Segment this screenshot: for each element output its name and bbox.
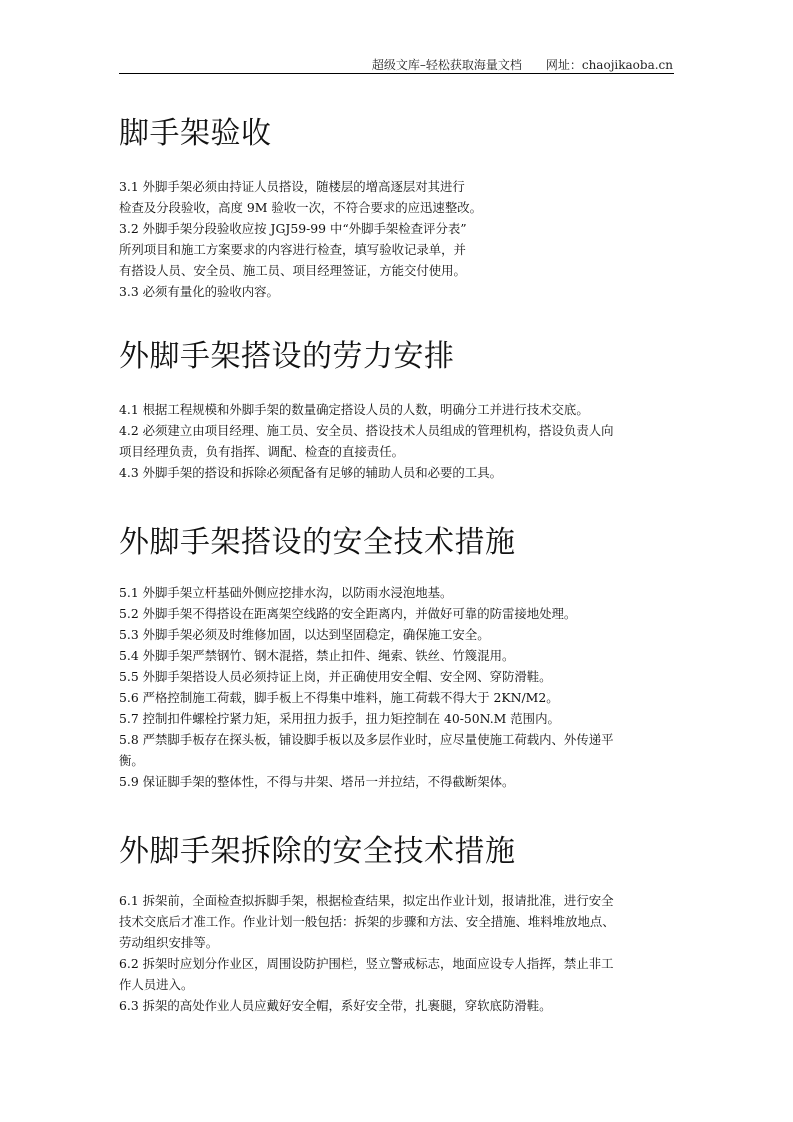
section-title: 外脚手架搭设的安全技术措施 bbox=[119, 525, 516, 560]
header-url-text: 网址：chaojikaoba.cn bbox=[545, 58, 673, 72]
section-body bbox=[119, 582, 679, 792]
text-line: 所列项目和施工方案要求的内容进行检查，填写验收记录单，并 bbox=[119, 242, 466, 257]
text-line: 3.2 外脚手架分段验收应按 JGJ59-99 中“外脚手架检查评分表” bbox=[119, 221, 467, 236]
text-line: 4.1 根据工程规模和外脚手架的数量确定搭设人员的人数，明确分工并进行技术交底。 bbox=[119, 402, 589, 417]
section-body bbox=[119, 176, 679, 302]
header-site-text: 超级文库–轻松获取海量文档 bbox=[371, 58, 522, 72]
section-erection-safety bbox=[119, 523, 679, 792]
text-line: 5.9 保证脚手架的整体性，不得与井架、塔吊一并拉结，不得截断架体。 bbox=[119, 774, 515, 789]
text-line: 衡。 bbox=[119, 753, 144, 768]
text-line: 5.4 外脚手架严禁钢竹、钢木混搭，禁止扣件、绳索、铁丝、竹篾混用。 bbox=[119, 648, 515, 663]
text-line: 项目经理负责，负有指挥、调配、检查的直接责任。 bbox=[119, 444, 404, 459]
text-line: 5.8 严禁脚手板存在探头板，铺设脚手板以及多层作业时，应尽量使施工荷载内、外传递平 bbox=[119, 732, 614, 747]
section-title: 外脚手架搭设的劳力安排 bbox=[119, 339, 455, 374]
section-body bbox=[119, 399, 679, 483]
text-line: 5.2 外脚手架不得搭设在距离架空线路的安全距离内，并做好可靠的防雷接地处理。 bbox=[119, 606, 577, 621]
text-line: 6.2 拆架时应划分作业区，周围设防护围栏，竖立警戒标志，地面应设专人指挥，禁止非工 bbox=[119, 956, 614, 971]
text-line: 检查及分段验收，高度 9M 验收一次，不符合要求的应迅速整改。 bbox=[119, 200, 482, 215]
section-acceptance bbox=[119, 114, 679, 302]
section-body bbox=[119, 890, 679, 1016]
text-line: 作人员进入。 bbox=[119, 977, 194, 992]
text-line: 3.3 必须有量化的验收内容。 bbox=[119, 284, 279, 299]
page-header bbox=[119, 56, 673, 73]
text-line: 4.2 必须建立由项目经理、施工员、安全员、搭设技术人员组成的管理机构，搭设负责人向 bbox=[119, 423, 614, 438]
text-line: 劳动组织安排等。 bbox=[119, 935, 219, 950]
text-line: 4.3 外脚手架的搭设和拆除必须配备有足够的辅助人员和必要的工具。 bbox=[119, 465, 502, 480]
text-line: 技术交底后才准工作。作业计划一般包括：拆架的步骤和方法、安全措施、堆料堆放地点、 bbox=[119, 914, 615, 929]
text-line: 6.3 拆架的高处作业人员应戴好安全帽，系好安全带，扎裹腿，穿软底防滑鞋。 bbox=[119, 998, 552, 1013]
text-line: 5.6 严格控制施工荷载，脚手板上不得集中堆料，施工荷载不得大于 2KN/M2。 bbox=[119, 690, 559, 705]
text-line: 5.1 外脚手架立杆基础外侧应挖排水沟，以防雨水浸泡地基。 bbox=[119, 585, 453, 600]
text-line: 有搭设人员、安全员、施工员、项目经理签证，方能交付使用。 bbox=[119, 263, 466, 278]
text-line: 3.1 外脚手架必须由持证人员搭设，随楼层的增高逐层对其进行 bbox=[119, 179, 465, 194]
header-divider bbox=[119, 73, 674, 74]
section-title: 脚手架验收 bbox=[119, 116, 272, 151]
section-dismantling-safety bbox=[119, 832, 679, 1016]
text-line: 5.3 外脚手架必须及时维修加固，以达到坚固稳定，确保施工安全。 bbox=[119, 627, 490, 642]
section-labor bbox=[119, 337, 679, 483]
text-line: 6.1 拆架前，全面检查拟拆脚手架，根据检查结果，拟定出作业计划，报请批准，进行安全 bbox=[119, 893, 614, 908]
text-line: 5.5 外脚手架搭设人员必须持证上岗，并正确使用安全帽、安全网、穿防滑鞋。 bbox=[119, 669, 552, 684]
section-title: 外脚手架拆除的安全技术措施 bbox=[119, 834, 516, 869]
text-line: 5.7 控制扣件螺栓拧紧力矩，采用扭力扳手，扭力矩控制在 40-50N.M 范围内。 bbox=[119, 711, 560, 726]
